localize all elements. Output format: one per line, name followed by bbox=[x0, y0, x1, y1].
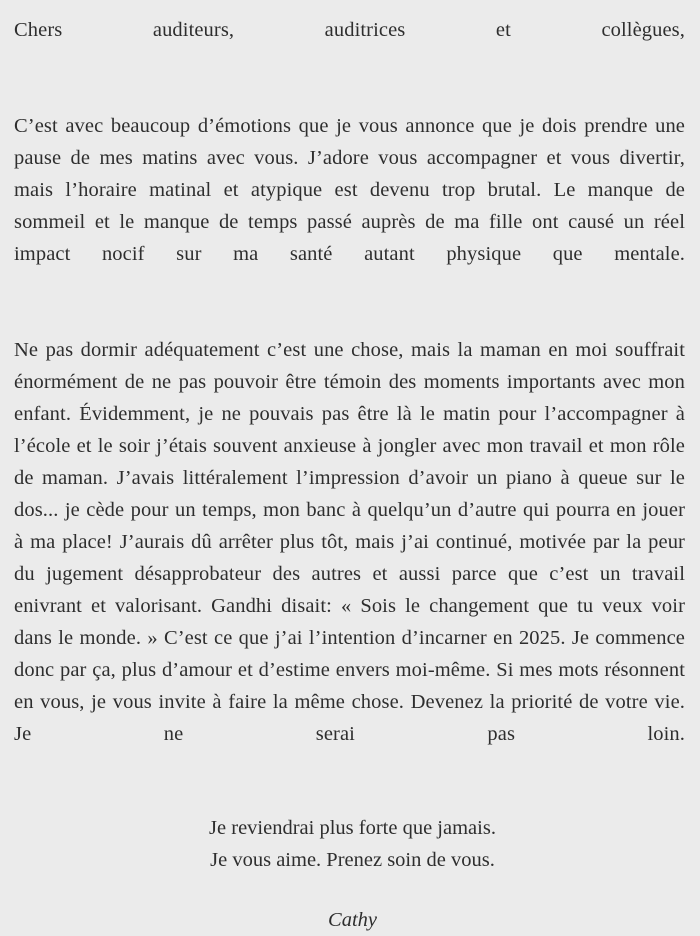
letter-paragraph-2: Ne pas dormir adéquatement c’est une chose, mais la maman en moi souffrait énormément de ne pas pouvoir être témoin des moments importants avec mon enfant. Évidemment, je ne pouvais pas être là le matin pour l’accompagner à l’école et le soir j’étais souvent anxieuse à jongler avec mon travail et mon rôle de maman. J’avais littéralement l’impression d’avoir un piano à queue sur le dos... je cède pour un temps, mon banc à quelqu’un d’autre qui pourra en jouer à ma place! J’aurais dû arrêter plus tôt, mais j’ai continué, motivée par la peur du jugement désapprobateur des autres et aussi parce que c’est un travail enivrant et valorisant. Gandhi disait: « Sois le changement que tu veux voir dans le monde. » C’est ce que j’ai l’intention d’incarner en 2025. Je commence donc par ça, plus d’amour et d’estime envers moi-même. Si mes mots résonnent en vous, je vous invite à faire la même chose. Devenez la priorité de votre vie. Je ne serai pas loin. bbox=[14, 339, 685, 745]
letter-closing-block bbox=[14, 812, 685, 876]
letter-closing-line-2: Je vous aime. Prenez soin de vous. bbox=[210, 849, 495, 871]
letter-salutation: Chers auditeurs, auditrices et collègues, bbox=[14, 19, 685, 41]
letter-paragraph-1: C’est avec beaucoup d’émotions que je vous annonce que je dois prendre une pause de mes matins avec vous. J’adore vous accompagner et vous divertir, mais l’horaire matinal et atypique est devenu trop brutal. Le manque de sommeil et le manque de temps passé auprès de ma fille ont causé un réel impact nocif sur ma santé autant physique que mentale. bbox=[14, 115, 685, 265]
letter-signature: Cathy bbox=[328, 909, 377, 931]
letter-closing-line-1: Je reviendrai plus forte que jamais. bbox=[209, 817, 496, 839]
